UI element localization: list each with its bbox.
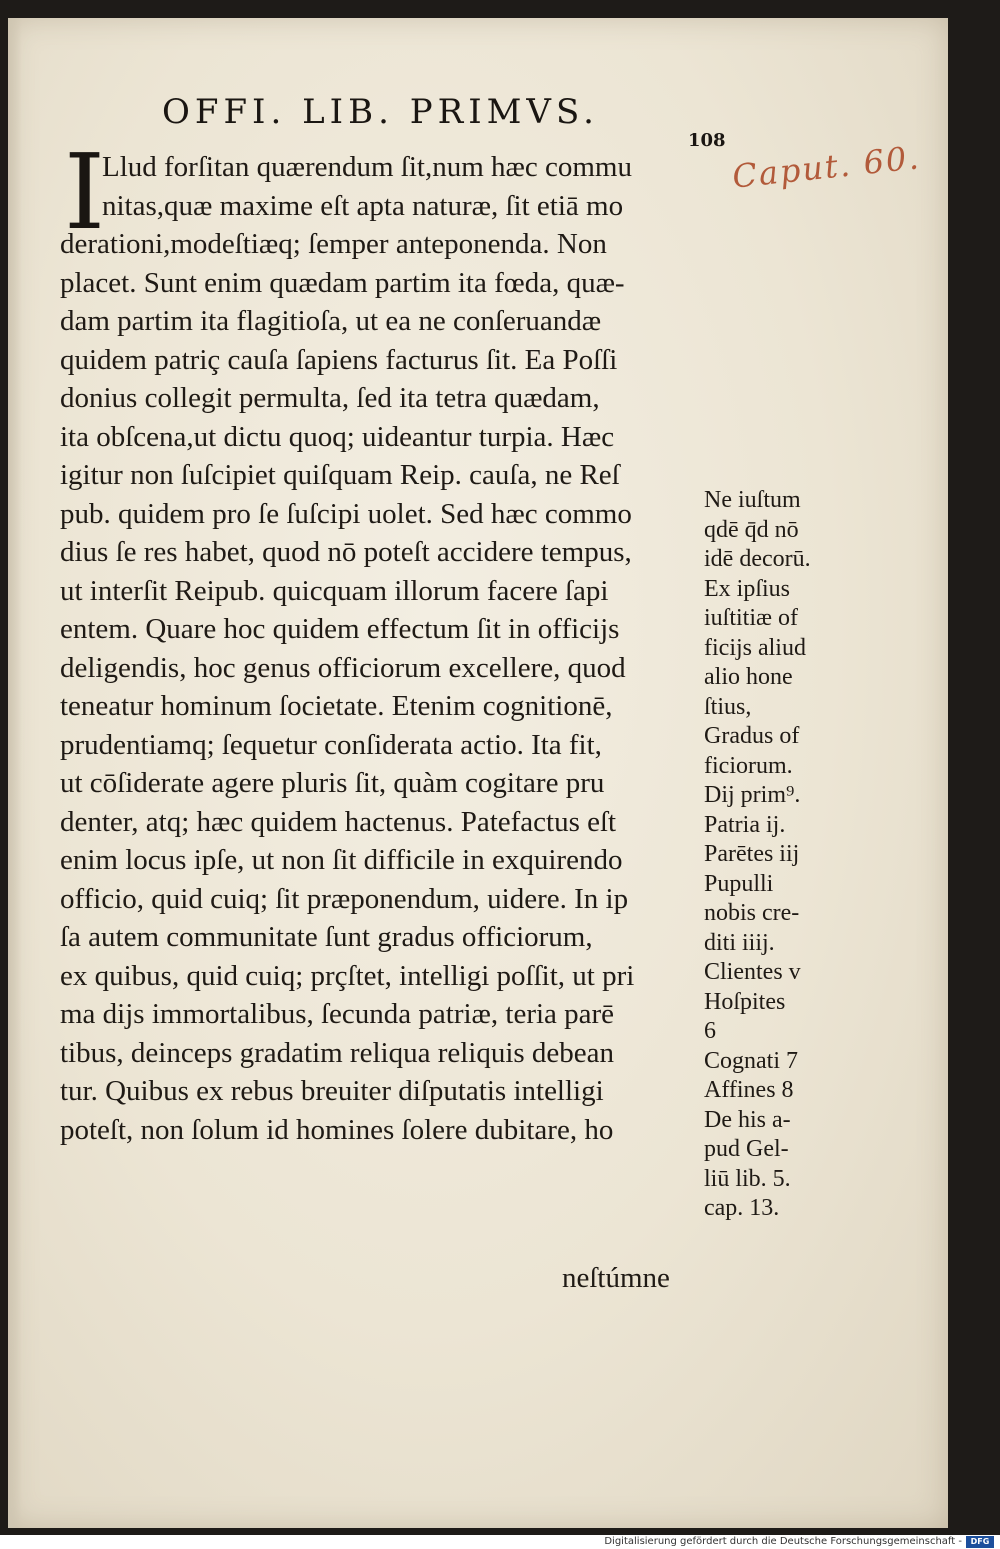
text-line: teneatur hominum ſocietate. Etenim cognitionē, xyxy=(60,690,613,722)
text-line: derationi,modeſtiæq; ſemper anteponenda. Non xyxy=(60,228,607,260)
text-line: tur. Quibus ex rebus breuiter diſputatis intelligi xyxy=(60,1075,604,1107)
text-line: dius ſe res habet, quod nō poteſt accidere tempus, xyxy=(60,536,632,568)
margin-note-line: qdē q̄d nō xyxy=(704,516,799,543)
page-gutter xyxy=(8,18,22,1528)
text-line: ma dijs immortalibus, ſecunda patriæ, teria parē xyxy=(60,998,615,1030)
folio-number: 108 xyxy=(688,130,726,151)
catchword: neſtúmne xyxy=(562,1262,670,1294)
text-line: Llud forſitan quærendum ſit,num hæc commu xyxy=(102,151,632,183)
margin-note-line: Affines 8 xyxy=(704,1077,794,1103)
text-line: enim locus ipſe, ut non ſit difficile in exquirendo xyxy=(60,844,623,876)
text-line: placet. Sunt enim quædam partim ita fœda, quæ- xyxy=(60,266,625,299)
text-line: pub. quidem pro ſe ſuſcipi uolet. Sed hæc commo xyxy=(60,497,632,530)
text-line: entem. Quare hoc quidem effectum ſit in officijs xyxy=(60,613,620,645)
text-line: poteſt, non ſolum id homines ſolere dubitare, ho xyxy=(60,1113,614,1146)
text-line: tibus, deinceps gradatim reliqua reliquis debean xyxy=(60,1036,615,1069)
text-line: ut cōſiderate agere pluris ſit, quàm cogitare pru xyxy=(60,767,605,799)
text-line: ut interſit Reipub. quicquam illorum facere ſapi xyxy=(60,574,609,607)
margin-note-line: ſtius, xyxy=(704,693,752,720)
running-title: OFFI. LIB. PRIMVS. xyxy=(162,92,599,132)
text-line: quidem patriç cauſa ſapiens facturus ſit. Ea Poſſi xyxy=(60,343,618,376)
margin-note-line: pud Gel- xyxy=(704,1136,789,1162)
margin-note-line: cap. 13. xyxy=(704,1195,780,1221)
text-line: dam partim ita flagitioſa, ut ea ne conſeruandæ xyxy=(60,305,602,337)
margin-note-line: diti iiij. xyxy=(704,929,775,956)
text-line: igitur non ſuſcipiet quiſquam Reip. cauſa, ne Reſ xyxy=(60,459,620,491)
text-line: prudentiamq; ſequetur conſiderata actio. Ita fit, xyxy=(60,728,602,761)
marginal-notes xyxy=(704,486,844,1224)
margin-note-line: nobis cre- xyxy=(704,900,800,926)
margin-note-line: ficiorum. xyxy=(704,752,793,779)
handwritten-annotation: Caput. 60. xyxy=(730,138,923,196)
margin-note-line: iuſtitiæ of xyxy=(704,605,799,631)
margin-note-line: Cognati 7 xyxy=(704,1047,798,1074)
text-line: ex quibus, quid cuiq; prçſtet, intelligi poſſit, ut pri xyxy=(60,959,635,992)
text-line: donius collegit permulta, ſed ita tetra quædam, xyxy=(60,382,600,414)
margin-note-line: Gradus of xyxy=(704,723,800,749)
margin-note-line: idē decorū. xyxy=(704,546,811,572)
margin-note-line: Pupulli xyxy=(704,870,774,897)
text-line: denter, atq; hæc quidem hactenus. Patefactus eſt xyxy=(60,805,617,838)
main-text-block xyxy=(60,148,720,1149)
margin-note-line: Hoſpites xyxy=(704,988,786,1015)
text-line: nitas,quæ maxime eſt apta naturæ, ſit etiā mo xyxy=(102,189,624,222)
text-line: ſa autem communitate ſunt gradus officiorum, xyxy=(60,921,593,953)
margin-note-line: Ex ipſius xyxy=(704,575,791,602)
margin-note-line: Dij prim⁹. xyxy=(704,782,801,808)
funding-credit: Digitalisierung gefördert durch die Deutsche Forschungsgemeinschaft - xyxy=(604,1536,962,1547)
drop-initial: I xyxy=(64,131,106,253)
dfg-logo: DFG xyxy=(966,1536,994,1548)
footer-bar xyxy=(0,1535,1000,1549)
margin-note-line: Patria ij. xyxy=(704,811,786,838)
text-line: deligendis, hoc genus officiorum excellere, quod xyxy=(60,651,626,684)
margin-note-line: liū lib. 5. xyxy=(704,1165,791,1192)
margin-note-line: Ne iuſtum xyxy=(704,487,801,513)
margin-note-line: De his a- xyxy=(704,1106,791,1133)
margin-note-line: 6 xyxy=(704,1018,716,1044)
margin-note-line: Parētes iij xyxy=(704,841,800,867)
margin-note-line: alio hone xyxy=(704,664,793,690)
text-line: officio, quid cuiq; ſit præponendum, uidere. In ip xyxy=(60,882,629,915)
text-line: ita obſcena,ut dictu quoq; uideantur turpia. Hæc xyxy=(60,420,615,453)
margin-note-line: ficijs aliud xyxy=(704,634,806,661)
margin-note-line: Clientes v xyxy=(704,959,801,985)
